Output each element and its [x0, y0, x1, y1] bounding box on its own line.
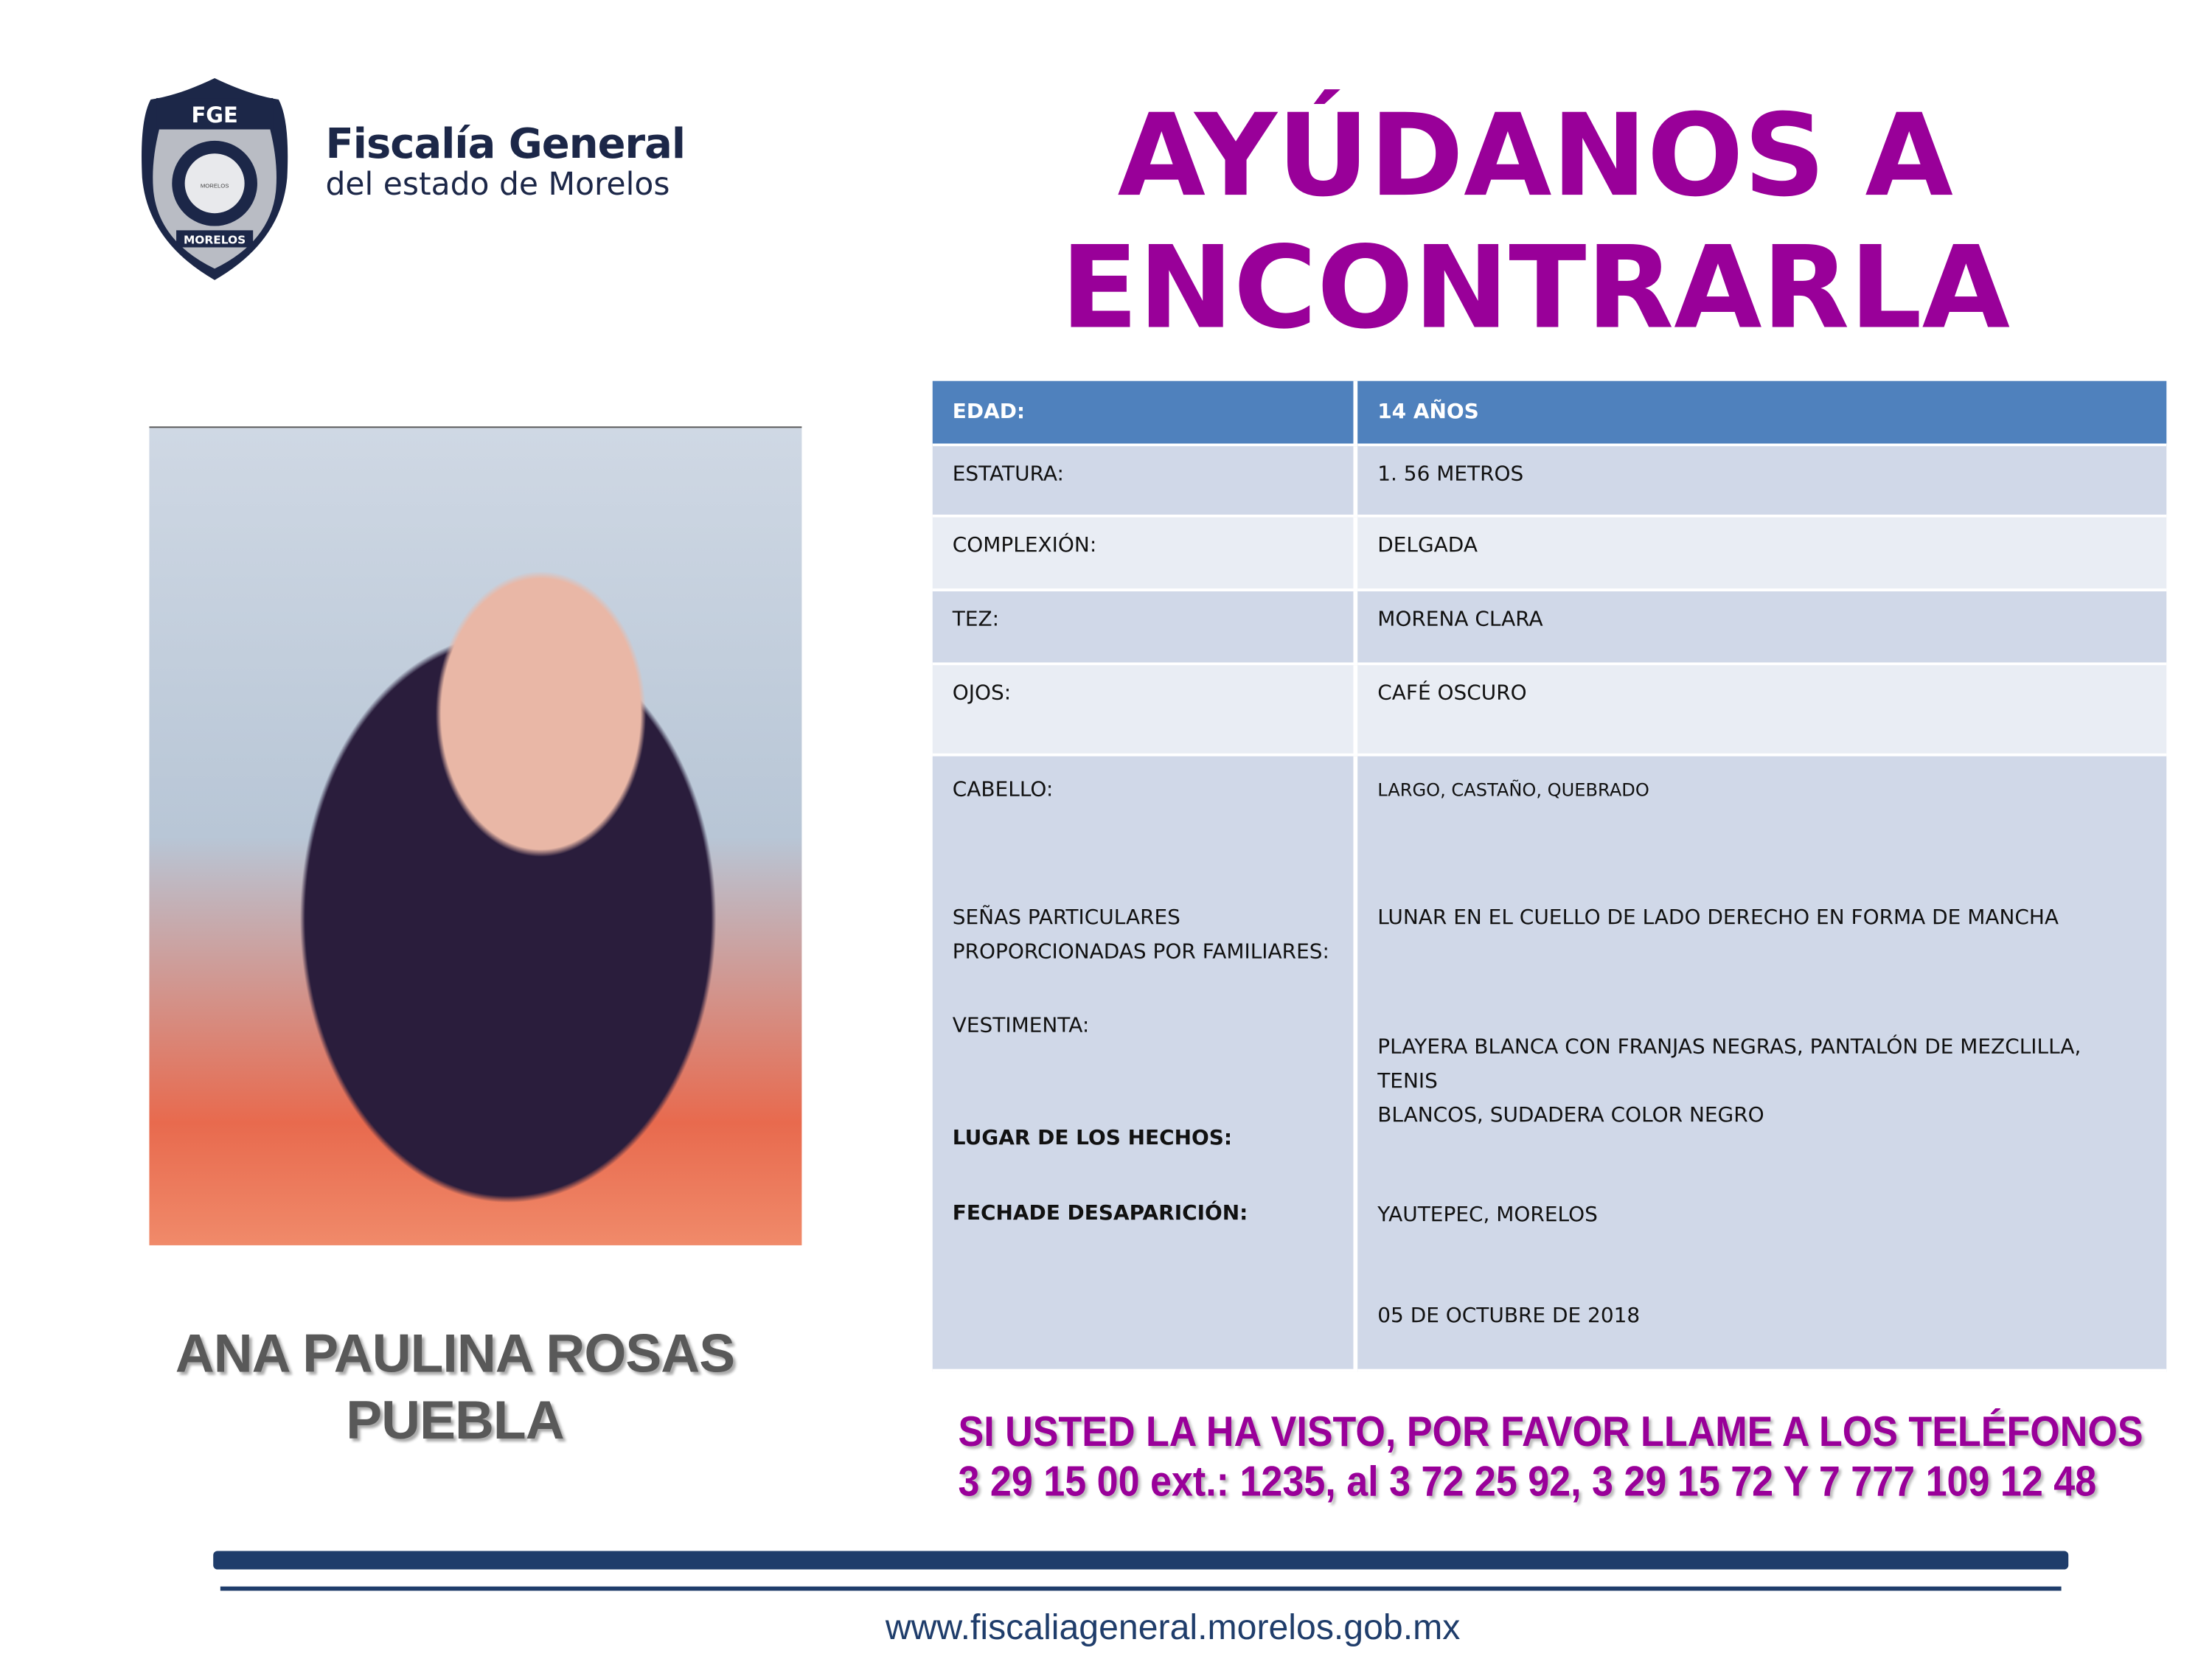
fge-badge-logo [136, 78, 293, 280]
label: COMPLEXIÓN: [933, 518, 1357, 591]
svg-text:MORELOS: MORELOS [200, 182, 229, 189]
footer-divider-thick [213, 1551, 2068, 1569]
footer-divider-thin [220, 1587, 2062, 1591]
person-name [142, 1322, 768, 1455]
phone-numbers: 3 29 15 00 ext.: 1235, al 3 72 25 92, 3 29 15 72 Y 7 777 109 12 48 [958, 1458, 2097, 1506]
svg-text:MORELOS: MORELOS [183, 233, 246, 247]
value: CAFÉ OSCURO [1357, 665, 2166, 756]
label: PROPORCIONADAS POR FAMILIARES: [952, 941, 1329, 964]
call-to-action: SI USTED LA HA VISTO, POR FAVOR LLAME A LOS TELÉFONOS [958, 1408, 2143, 1456]
value: MORENA CLARA [1357, 591, 2166, 665]
value: LUNAR EN EL CUELLO DE LADO DERECHO EN FORMA DE MANCHA [1377, 907, 2059, 930]
value: PLAYERA BLANCA CON FRANJAS NEGRAS, PANTALÓN DE MEZCLILLA, TENIS [1377, 1036, 2081, 1093]
label: OJOS: [933, 665, 1357, 756]
details-labels [933, 757, 1357, 1372]
label: ESTATURA: [933, 446, 1357, 517]
table-row-edad [933, 381, 2167, 447]
missing-person-photo [149, 426, 801, 1245]
details-values [1357, 757, 2166, 1372]
value: 14 AÑOS [1357, 381, 2166, 447]
table-row [933, 446, 2167, 517]
value: BLANCOS, SUDADERA COLOR NEGRO [1377, 1105, 1764, 1127]
label: CABELLO: [952, 779, 1054, 802]
svg-text:FGE: FGE [191, 102, 238, 128]
label: SEÑAS PARTICULARES [952, 907, 1180, 930]
label: LUGAR DE LOS HECHOS: [952, 1127, 1233, 1150]
table-row [933, 665, 2167, 756]
table-row-details [933, 757, 2167, 1372]
table-row [933, 591, 2167, 665]
org-name: Fiscalía General [325, 119, 686, 168]
value: DELGADA [1357, 518, 2166, 591]
label: VESTIMENTA: [952, 1015, 1090, 1038]
name-line-1: ANA PAULINA ROSAS [175, 1324, 735, 1385]
footer-url-link[interactable]: www.fiscaliageneral.morelos.gob.mx [885, 1607, 1461, 1648]
name-line-2: PUEBLA [346, 1391, 564, 1452]
label: TEZ: [933, 591, 1357, 665]
value: 1. 56 METROS [1357, 446, 2166, 517]
org-subtitle: del estado de Morelos [325, 167, 670, 204]
value: YAUTEPEC, MORELOS [1377, 1204, 1598, 1227]
label: FECHADE DESAPARICIÓN: [952, 1203, 1248, 1225]
title-line-2: ENCONTRARLA [1060, 221, 2011, 355]
description-table [933, 381, 2167, 1372]
title-line-1: AYÚDANOS A [1117, 89, 1953, 222]
table-row [933, 518, 2167, 591]
value: LARGO, CASTAÑO, QUEBRADO [1377, 779, 1649, 801]
value: 05 DE OCTUBRE DE 2018 [1377, 1304, 1641, 1328]
label: EDAD: [933, 381, 1357, 447]
